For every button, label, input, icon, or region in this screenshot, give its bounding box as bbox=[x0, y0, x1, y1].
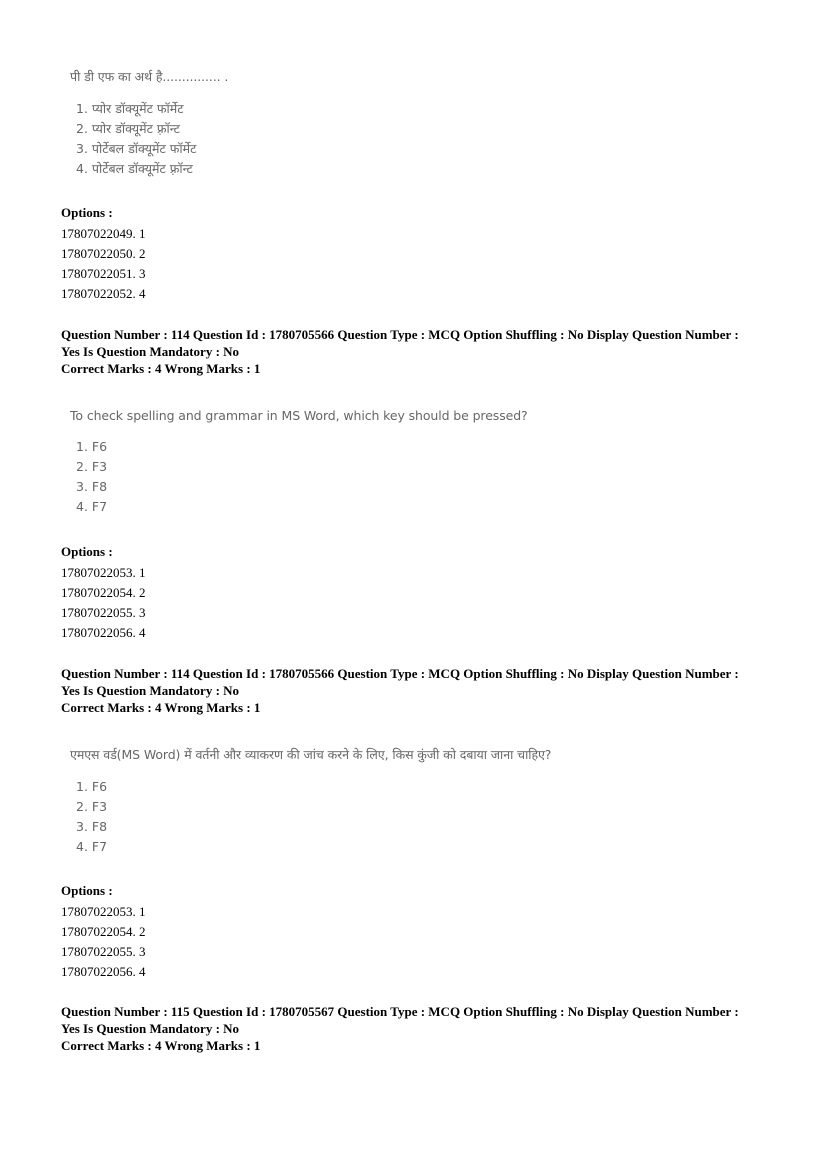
options-block bbox=[61, 543, 146, 643]
meta-line: Yes Is Question Mandatory : No bbox=[61, 683, 240, 698]
choice-list bbox=[70, 99, 228, 179]
choice-item: 1. प्योर डॉक्यूमेंट फॉर्मेट bbox=[76, 101, 184, 116]
choice-item: 4. पोर्टेबल डॉक्यूमेंट फ़्रॉन्ट bbox=[76, 161, 193, 176]
option-row: 17807022056. 4 bbox=[61, 625, 146, 640]
meta-line: Correct Marks : 4 Wrong Marks : 1 bbox=[61, 700, 261, 715]
option-row: 17807022056. 4 bbox=[61, 964, 146, 979]
option-row: 17807022054. 2 bbox=[61, 585, 146, 600]
choice-item: 3. F8 bbox=[76, 819, 108, 834]
meta-line: Question Number : 115 Question Id : 1780705567 Question Type : MCQ Option Shuffling : No Display Question Number : bbox=[61, 1004, 739, 1019]
question-image-english bbox=[70, 408, 528, 517]
meta-line: Question Number : 114 Question Id : 1780705566 Question Type : MCQ Option Shuffling : No Display Question Number : bbox=[61, 327, 739, 342]
options-block bbox=[61, 204, 146, 304]
option-row: 17807022053. 1 bbox=[61, 904, 146, 919]
question-stem: एमएस वर्ड(MS Word) में वर्तनी और व्याकरण की जांच करने के लिए, किस कुंजी को दबाया जाना चाहिए? bbox=[70, 747, 552, 762]
choice-list bbox=[70, 437, 528, 517]
option-row: 17807022055. 3 bbox=[61, 944, 146, 959]
question-meta bbox=[61, 326, 771, 377]
option-row: 17807022055. 3 bbox=[61, 605, 146, 620]
choice-list bbox=[70, 777, 551, 857]
question-image-hindi bbox=[70, 746, 551, 857]
choice-item: 2. F3 bbox=[76, 459, 108, 474]
choice-item: 1. F6 bbox=[76, 779, 108, 794]
option-row: 17807022052. 4 bbox=[61, 286, 146, 301]
option-row: 17807022054. 2 bbox=[61, 924, 146, 939]
options-header: Options : bbox=[61, 544, 113, 559]
meta-line: Correct Marks : 4 Wrong Marks : 1 bbox=[61, 361, 261, 376]
choice-item: 4. F7 bbox=[76, 499, 108, 514]
options-header: Options : bbox=[61, 883, 113, 898]
choice-item: 1. F6 bbox=[76, 439, 108, 454]
choice-item: 2. F3 bbox=[76, 799, 108, 814]
question-meta bbox=[61, 665, 771, 716]
question-stem: To check spelling and grammar in MS Word, which key should be pressed? bbox=[70, 408, 528, 423]
question-meta bbox=[61, 1003, 771, 1054]
option-row: 17807022051. 3 bbox=[61, 266, 146, 281]
choice-item: 3. पोर्टेबल डॉक्यूमेंट फॉर्मेट bbox=[76, 141, 197, 156]
choice-item: 2. प्योर डॉक्यूमेंट फ़्रॉन्ट bbox=[76, 121, 180, 136]
option-row: 17807022050. 2 bbox=[61, 246, 146, 261]
meta-line: Question Number : 114 Question Id : 1780705566 Question Type : MCQ Option Shuffling : No Display Question Number : bbox=[61, 666, 739, 681]
option-row: 17807022049. 1 bbox=[61, 226, 146, 241]
meta-line: Yes Is Question Mandatory : No bbox=[61, 344, 240, 359]
meta-line: Correct Marks : 4 Wrong Marks : 1 bbox=[61, 1038, 261, 1053]
meta-line: Yes Is Question Mandatory : No bbox=[61, 1021, 240, 1036]
question-stem: पी डी एफ का अर्थ है............... . bbox=[70, 69, 229, 84]
choice-item: 4. F7 bbox=[76, 839, 108, 854]
options-header: Options : bbox=[61, 205, 113, 220]
options-block bbox=[61, 882, 146, 982]
option-row: 17807022053. 1 bbox=[61, 565, 146, 580]
choice-item: 3. F8 bbox=[76, 479, 108, 494]
question-image-pdf bbox=[70, 68, 228, 179]
